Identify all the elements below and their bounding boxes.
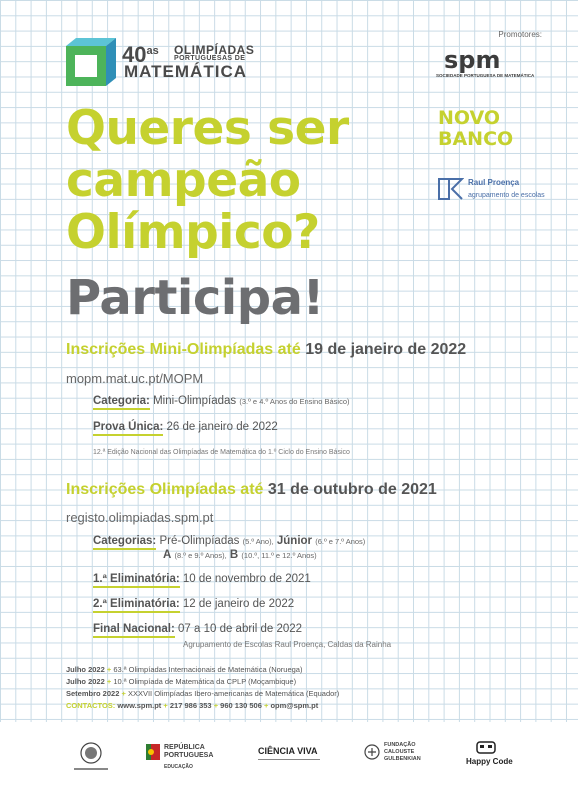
eliminatoria-2 [93,598,294,610]
contact-phone-1[interactable]: 217 986 353 [169,701,212,710]
novo-banco-line-1: NOVO [438,107,501,129]
headline-participa: Participa! [66,270,324,326]
raul-proenca-logo [438,176,548,206]
spm-logo [436,46,546,80]
spm-wordmark: spm [444,46,501,74]
event-text: XXXVII Olimpíadas Ibero-americanas de Matemática (Equador) [127,689,340,698]
headline-line-2: campeão [66,153,301,208]
mini-section-title [66,341,466,359]
logo-line-1: OLIMPÍADAS [174,43,255,57]
olimp-title-date: 31 de outubro de 2021 [267,481,437,498]
cat-junior-note: (6.º e 7.º Anos) [315,537,366,546]
event-text: 10.ª Olimpíada de Matemática da CPLP (Moçambique) [113,677,297,686]
cat-pre-olimpiadas: Pré-Olimpíadas [159,535,240,547]
mini-category [93,395,349,407]
republica-line-2: PORTUGUESA [164,752,214,759]
republica-portuguesa-logo [146,740,226,774]
novo-banco-logo [438,108,548,158]
happy-code-wordmark: Happy Code [466,757,513,766]
eliminatoria-2-value: 12 de janeiro de 2022 [182,598,295,610]
fundacao-line-3: GULBENKIAN [384,756,421,762]
mini-url[interactable]: mopm.mat.uc.pt/MOPM [66,371,204,386]
contacts-label: CONTACTOS: [66,701,116,710]
olimp-categories-line-2 [163,549,317,561]
olimp-categories-label: Categorias: [93,535,156,550]
logo-line-2: PORTUGUESAS DE [174,55,246,62]
cat-a: A [163,549,172,561]
edition-number: $40^{as}$ [122,42,159,67]
cube-icon [66,38,116,88]
event-text: 63.ª Olimpíadas Internacionais de Matemática (Noruega) [113,665,303,674]
eliminatoria-1 [93,573,311,585]
contact-phone-2[interactable]: 960 130 506 [220,701,262,710]
fundacao-line-1: FUNDAÇÃO [384,742,416,748]
event-item: Julho 2022 + 63.ª Olimpíadas Internacionais de Matemática (Noruega) [66,665,303,674]
fundacao-line-2: CALOUSTE [384,749,415,755]
mini-title-accent: Inscrições Mini-Olimpíadas até [66,341,301,358]
raul-proenca-mark-icon [438,176,464,202]
ciencia-viva-wordmark: CIÊNCIA VIVA [258,746,318,756]
mini-prova-label: Prova Única: [93,421,163,436]
republica-line-1: REPÚBLICA [164,744,205,751]
republica-line-3: EDUCAÇÃO [164,764,193,770]
gulbenkian-logo [364,740,434,774]
event-item: Julho 2022 + 10.ª Olimpíada de Matemática da CPLP (Moçambique) [66,677,297,686]
cat-a-note: (8.º e 9.º Anos), [174,551,227,560]
happy-code-face-icon [476,740,496,754]
cat-pre-note: (5.º Ano), [242,537,274,546]
event-date: Setembro 2022 [66,689,120,698]
mini-edition-note: 12.ª Edição Nacional das Olimpíadas de Matemática do 1.º Ciclo do Ensino Básico [93,449,350,456]
logo-line-3: MATEMÁTICA [124,62,247,81]
mini-title-date: 19 de janeiro de 2022 [305,341,467,358]
cat-b-note: (10.º, 11.º e 12.º Anos) [241,551,317,560]
final-nacional-location: Agrupamento de Escolas Raul Proença, Caldas da Rainha [183,640,392,649]
headline-line-3: Olímpico? [66,205,320,260]
raul-proenca-name: Raul Proença [468,178,520,187]
footer-logos [0,722,578,800]
cat-b: B [229,549,239,561]
sponsors-label: Promotores: [498,30,542,39]
final-nacional-value: 07 a 10 de abril de 2022 [178,623,303,635]
olimp-categories [93,535,365,547]
olimp-section-title [66,481,437,499]
ciencia-viva-logo [258,740,328,774]
spm-subtitle: SOCIEDADE PORTUGUESA DE MATEMÁTICA [436,73,535,78]
happy-code-logo [466,740,516,774]
contact-email[interactable]: opm@spm.pt [270,701,319,710]
olimp-url[interactable]: registo.olimpiadas.spm.pt [66,510,214,525]
seal-logo [74,740,114,774]
novo-banco-line-2: BANCO [438,128,514,150]
olimp-title-accent: Inscrições Olimpíadas até [66,481,264,498]
contact-site[interactable]: www.spm.pt [117,701,162,710]
eliminatoria-2-label: 2.ª Eliminatória: [93,598,180,613]
cat-junior: Júnior [276,535,313,547]
mini-prova-value: 26 de janeiro de 2022 [166,421,278,433]
event-date: Julho 2022 [66,677,105,686]
mini-category-label: Categoria: [93,395,150,410]
mini-prova [93,421,278,433]
headline-line-1: Queres ser [66,101,349,156]
eliminatoria-1-label: 1.ª Eliminatória: [93,573,180,588]
eliminatoria-1-value: 10 de novembro de 2021 [182,573,311,585]
mini-category-value: Mini-Olimpíadas [153,395,237,407]
mini-category-note: (3.º e 4.º Anos do Ensino Básico) [239,397,350,406]
republica-flag-icon [146,744,160,760]
event-date: Julho 2022 [66,665,105,674]
contacts-line: CONTACTOS: www.spm.pt + 217 986 353 + 960 130 506 + opm@spm.pt [66,701,319,710]
event-item: Setembro 2022 + XXXVII Olimpíadas Ibero-americanas de Matemática (Equador) [66,689,340,698]
final-nacional-label: Final Nacional: [93,623,175,638]
final-nacional [93,623,302,635]
seal-icon [80,742,102,764]
gulbenkian-emblem-icon [364,744,380,760]
raul-proenca-subtitle: agrupamento de escolas [468,192,545,199]
olympiad-logo [66,38,286,94]
